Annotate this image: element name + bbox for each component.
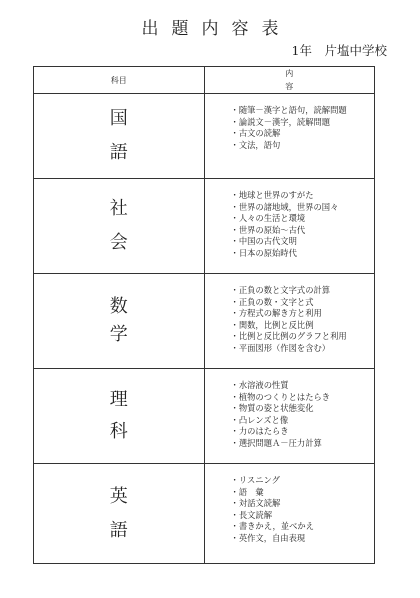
- subject-cell-science: [34, 369, 205, 464]
- topic-item: ・ 力のはたらき: [231, 426, 375, 438]
- subject-cell-math: [34, 274, 205, 369]
- topic-item: ・ リスニング: [231, 475, 375, 487]
- topic-list: [231, 380, 375, 449]
- subject-column-header: 科目: [34, 67, 205, 94]
- exam-content-table: [33, 66, 375, 564]
- school-name: 1年 片塩中学校: [291, 43, 387, 58]
- table-row-english: [34, 464, 375, 564]
- topic-item: ・ 世界の諸地域，世界の国々: [231, 202, 375, 214]
- topic-item: ・ 人々の生活と環境: [231, 213, 375, 225]
- content-cell-science: [204, 369, 375, 464]
- table-row-japanese: [34, 94, 375, 179]
- topic-item: ・ 方程式の解き方と利用: [231, 308, 375, 320]
- topic-item: ・ 対話文読解: [231, 498, 375, 510]
- topic-item: ・ 地球と世界のすがた: [231, 190, 375, 202]
- topic-item: ・ 論説文－漢字，読解問題: [231, 117, 375, 129]
- subject-char: 会: [109, 232, 128, 253]
- subject-char: 理: [109, 389, 128, 410]
- topic-item: ・ 世界の原始～古代: [231, 225, 375, 237]
- topic-item: ・ 古文の読解: [231, 128, 375, 140]
- table-row-social: [34, 179, 375, 274]
- topic-item: ・ 日本の原始時代: [231, 248, 375, 260]
- topic-item: ・ 平面図形（作図を含む）: [231, 343, 375, 355]
- content-cell-social: [204, 179, 375, 274]
- content-cell-japanese: [204, 94, 375, 179]
- topic-item: ・ 水溶液の性質: [231, 380, 375, 392]
- subject-char: 英: [109, 485, 128, 507]
- content-column-header: 内容: [204, 67, 375, 94]
- topic-list: [231, 105, 375, 151]
- subject-char: 社: [109, 198, 128, 219]
- topic-item: ・ 正負の数・文字と式: [231, 297, 375, 309]
- topic-list: [231, 475, 375, 544]
- subject-cell-english: [34, 464, 205, 564]
- topic-item: ・ 語 彙: [231, 487, 375, 499]
- subject-char: 国: [109, 108, 128, 129]
- table-row-science: [34, 369, 375, 464]
- topic-item: ・ 物質の姿と状態変化: [231, 403, 375, 415]
- topic-list: [231, 285, 375, 354]
- topic-item: ・ 凸レンズと像: [231, 415, 375, 427]
- subject-char: 数: [109, 296, 128, 317]
- document-title: 出題内容表: [141, 19, 292, 39]
- subject-char: 語: [109, 519, 128, 541]
- subject-cell-japanese: [34, 94, 205, 179]
- topic-item: ・ 随筆－漢字と語句，読解問題: [231, 105, 375, 117]
- topic-item: ・ 関数，比例と反比例: [231, 320, 375, 332]
- topic-item: ・ 文法，語句: [231, 140, 375, 152]
- subject-char: 語: [109, 142, 128, 163]
- content-cell-math: [204, 274, 375, 369]
- subject-char: 学: [109, 324, 128, 345]
- topic-item: ・ 比例と反比例のグラフと利用: [231, 331, 375, 343]
- subject-cell-social: [34, 179, 205, 274]
- topic-item: ・ 植物のつくりとはたらき: [231, 392, 375, 404]
- table-row-math: [34, 274, 375, 369]
- topic-item: ・ 長文読解: [231, 510, 375, 522]
- topic-item: ・ 選択問題Ａ－圧力計算: [231, 438, 375, 450]
- topic-item: ・ 正負の数と文字式の計算: [231, 285, 375, 297]
- topic-item: ・ 書きかえ，並べかえ: [231, 521, 375, 533]
- subject-char: 科: [109, 421, 128, 442]
- content-cell-english: [204, 464, 375, 564]
- topic-item: ・ 中国の古代文明: [231, 236, 375, 248]
- topic-item: ・ 英作文，自由表現: [231, 533, 375, 545]
- topic-list: [231, 190, 375, 259]
- table-header-row: [34, 67, 375, 94]
